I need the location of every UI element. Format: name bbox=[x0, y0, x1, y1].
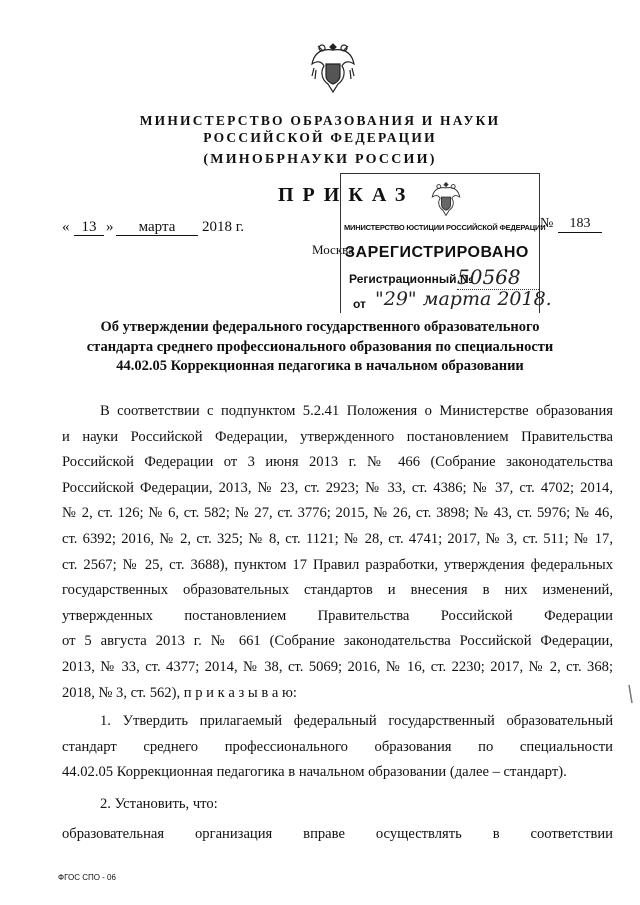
document-type: ПРИКАЗ bbox=[278, 184, 415, 206]
body-line: 2. Установить, что: bbox=[100, 796, 218, 812]
item-1-paragraph bbox=[62, 709, 613, 786]
margin-scan-mark bbox=[628, 684, 634, 704]
city: Москва bbox=[312, 242, 354, 257]
stamp-registered: ЗАРЕГИСТРИРОВАНО bbox=[345, 244, 529, 261]
ministry-name-line1: МИНИСТЕРСТВО ОБРАЗОВАНИЯ И НАУКИ bbox=[139, 113, 501, 128]
body-line: ст. 2567; № 25, ст. 3688), пунктом 17 Правил разработки, утверждения федеральных bbox=[62, 556, 613, 573]
stamp-authority: МИНИСТЕРСТВО ЮСТИЦИИ РОССИЙСКОЙ ФЕДЕРАЦИИ bbox=[344, 223, 546, 232]
body-line: стандарт среднего профессионального образования по специальности bbox=[62, 738, 613, 755]
body-line: № 2, ст. 126; № 6, ст. 582; № 27, ст. 3776; 2015, № 26, ст. 3898; № 43, ст. 5976; № 46, bbox=[62, 505, 613, 522]
body-line: образовательная организация вправе осуществлять в соответствии bbox=[62, 825, 613, 842]
body-line: Российской Федерации, 2013, № 23, ст. 2923; № 33, ст. 4386; № 37, ст. 4702; 2014, bbox=[62, 479, 613, 496]
order-number-label: № bbox=[540, 216, 554, 231]
stamp-reg-number: 50568 bbox=[457, 265, 539, 290]
body-line: Российской Федерации от 3 июня 2013 г. № 466 (Собрание законодательства bbox=[62, 454, 613, 471]
body-line: от 5 августа 2013 г. № 661 (Собрание законодательства Российской Федерации, bbox=[62, 633, 613, 650]
body-line: 1. Утвердить прилагаемый федеральный государственный образовательный bbox=[100, 713, 613, 729]
body-line: и науки Российской Федерации, утвержденного постановлением Правительства bbox=[62, 428, 613, 445]
body-line: 44.02.05 Коррекционная педагогика в начальном образовании (далее – стандарт). bbox=[62, 764, 567, 781]
date-day-wrap bbox=[74, 219, 104, 236]
date-close-quote: » bbox=[106, 219, 114, 235]
order-title bbox=[60, 318, 580, 377]
stamp-date: "29" марта 2018. bbox=[375, 288, 552, 310]
body-line: утвержденных постановлением Правительства Российской Федерации bbox=[62, 607, 613, 624]
body-line: ст. 6392; 2016, № 2, ст. 325; № 8, ст. 1121; № 28, ст. 4741; 2017, № 3, ст. 511; № 17, bbox=[62, 530, 613, 547]
registration-stamp bbox=[340, 173, 552, 313]
preamble-paragraph bbox=[62, 399, 613, 706]
date-month-wrap bbox=[116, 219, 198, 236]
title-line: 44.02.05 Коррекционная педагогика в начальном образовании bbox=[116, 358, 524, 374]
body-line: государственных образовательных стандартов и внесения в них изменений, bbox=[62, 582, 613, 599]
date-year: 2018 г. bbox=[202, 219, 244, 235]
item-2-paragraph bbox=[62, 792, 613, 847]
stamp-date-prefix: от bbox=[353, 297, 366, 311]
coat-of-arms-icon bbox=[308, 38, 358, 96]
title-line: Об утверждении федерального государственного образовательного bbox=[100, 319, 540, 335]
stamp-reg-number-label: Регистрационный № bbox=[349, 272, 474, 286]
date-day: 13 bbox=[74, 220, 104, 236]
date-open-quote: « bbox=[62, 219, 70, 235]
ministry-short-name: (МИНОБРНАУКИ РОССИИ) bbox=[203, 152, 437, 167]
body-line: В соответствии с подпунктом 5.2.41 Положения о Министерстве образования bbox=[100, 403, 613, 419]
stamp-emblem-icon bbox=[429, 180, 463, 218]
ministry-name-line2: РОССИЙСКОЙ ФЕДЕРАЦИИ bbox=[203, 130, 437, 145]
order-number: 183 bbox=[558, 216, 602, 233]
title-line: стандарта среднего профессионального образования по специальности bbox=[86, 338, 554, 355]
body-line: 2013, № 33, ст. 4377; 2014, № 38, ст. 5069; 2016, № 16, ст. 2230; 2017, № 2, ст. 368; bbox=[62, 658, 613, 675]
date-month: марта bbox=[116, 220, 198, 236]
body-line: 2018, № 3, ст. 562), п р и к а з ы в а ю: bbox=[62, 684, 297, 701]
footer-code: ФГОС СПО - 06 bbox=[58, 873, 116, 882]
